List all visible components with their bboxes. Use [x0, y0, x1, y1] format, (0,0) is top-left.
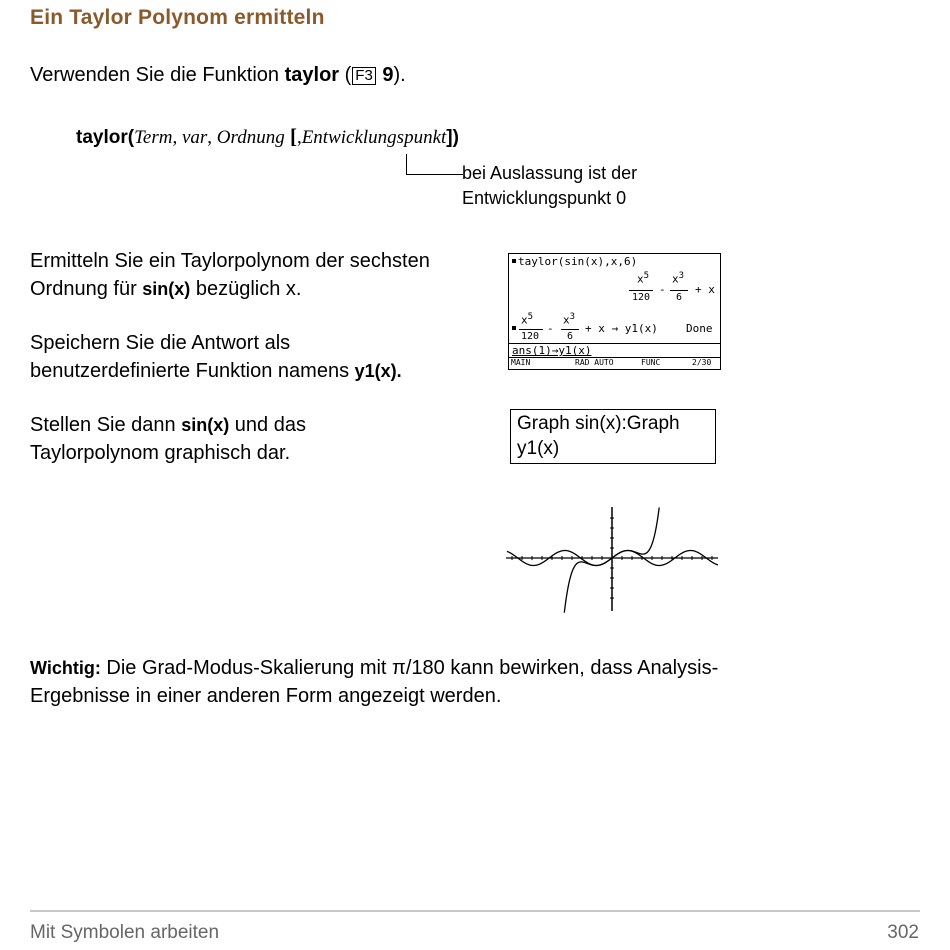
syntax-note-line1: bei Auslassung ist der [462, 163, 638, 183]
syntax-sep1: , [172, 127, 182, 148]
calc-entry2-den2: 6 [567, 331, 574, 342]
entry-bullet-icon [512, 326, 516, 330]
calc-result1-num1: $x^5$ [637, 271, 650, 286]
calc-entry2-minus: - [547, 322, 554, 335]
syntax-arg-var: var [181, 127, 208, 148]
calc-entry1: taylor(sin(x),x,6) [518, 255, 638, 268]
calc-entry2-num2: $x^3$ [563, 312, 576, 327]
step2-paragraph [30, 329, 402, 385]
command-line1: Graph sin(x):Graph [517, 413, 680, 434]
warning-paragraph [30, 654, 718, 710]
command-box [510, 409, 716, 464]
step2-line2-prefix: benutzerdefinierte Funktion namens [30, 360, 355, 382]
step1-line2-prefix: Ordnung für [30, 278, 143, 300]
f3-key-icon: F3 [352, 67, 376, 85]
status-bar-separator [509, 357, 720, 358]
fraction-bar-4 [561, 329, 579, 330]
step3-line2: Taylorpolynom graphisch dar. [30, 442, 291, 464]
syntax-arg-point: Entwicklungspunkt [301, 127, 447, 148]
intro-function-name: taylor [284, 64, 340, 86]
syntax-note [462, 161, 637, 211]
step3-line1 [30, 411, 306, 439]
syntax-sep2: , [207, 127, 217, 148]
command-line2: y1(x) [517, 438, 560, 459]
step3-paragraph [30, 411, 306, 467]
calc-result1-tail: + x [695, 283, 715, 296]
calc-entry2-result: Done [686, 322, 713, 335]
step1-line2-suffix: bezüglich x. [190, 278, 302, 300]
calc-edit-line[interactable]: ans(1)→y1(x) [512, 344, 592, 357]
calc-result1-den2: 6 [676, 292, 683, 303]
step3-line1-bold: sin(x) [181, 415, 230, 435]
calc-result1-den1: 120 [632, 292, 651, 303]
status-count: 2/30 [692, 358, 712, 367]
calc-entry2-num1: $x^5$ [521, 312, 534, 327]
warning-label: Wichtig: [30, 658, 101, 678]
warning-text: Die Grad-Modus-Skalierung mit π/180 kann bewirken, dass Analysis- [100, 657, 719, 679]
calc-entry2-tail: + x → y1(x) [585, 322, 658, 335]
syntax-arg-term: Term [134, 127, 173, 148]
step1-paragraph [30, 247, 430, 303]
step2-line2-bold: y1(x). [354, 361, 402, 381]
syntax-function: taylor( [76, 127, 135, 148]
step3-line1-suffix: und das [229, 414, 306, 436]
intro-paren-open: ( [339, 64, 352, 86]
entry-bullet-icon [512, 259, 516, 263]
fraction-bar-3 [519, 329, 543, 330]
syntax-opt-comma: , [296, 127, 302, 148]
syntax-note-line2: Entwicklungspunkt 0 [462, 188, 627, 208]
warning-line2: Ergebnisse in einer anderen Form angezeigt werden. [30, 685, 502, 707]
footer-rule [30, 910, 920, 912]
syntax-opt-open: [ [284, 124, 297, 148]
calc-result1-minus: - [659, 283, 666, 296]
intro-paragraph [30, 61, 406, 89]
calculator-screen [508, 253, 721, 370]
fraction-bar-2 [670, 290, 688, 291]
status-graph: FUNC [641, 358, 661, 367]
syntax-arg-order: Ordnung [216, 127, 285, 148]
status-mode: MAIN [511, 358, 531, 367]
page-title: Ein Taylor Polynom ermitteln [30, 6, 325, 29]
syntax-opt-close: ]) [446, 127, 459, 148]
step3-line1-prefix: Stellen Sie dann [30, 414, 182, 436]
function-graph [506, 505, 720, 615]
fraction-bar-1 [629, 290, 653, 291]
step1-line2-bold: sin(x) [142, 279, 191, 299]
intro-suffix: ). [393, 64, 406, 86]
syntax-line [76, 124, 459, 149]
callout-bracket [406, 154, 463, 175]
calc-entry2-den1: 120 [521, 331, 540, 342]
intro-key-number: 9 [376, 64, 394, 86]
page-number: 302 [887, 922, 919, 943]
warning-line1 [30, 654, 718, 682]
step2-line2 [30, 357, 402, 385]
footer-section: Mit Symbolen arbeiten [30, 922, 220, 943]
status-angle: RAD AUTO [575, 358, 614, 367]
step1-line2 [30, 275, 430, 303]
step2-line1: Speichern Sie die Antwort als [30, 332, 291, 354]
intro-prefix: Verwenden Sie die Funktion [30, 64, 285, 86]
calc-result1-num2: $x^3$ [672, 271, 685, 286]
step1-line1: Ermitteln Sie ein Taylorpolynom der sechsten [30, 250, 430, 272]
